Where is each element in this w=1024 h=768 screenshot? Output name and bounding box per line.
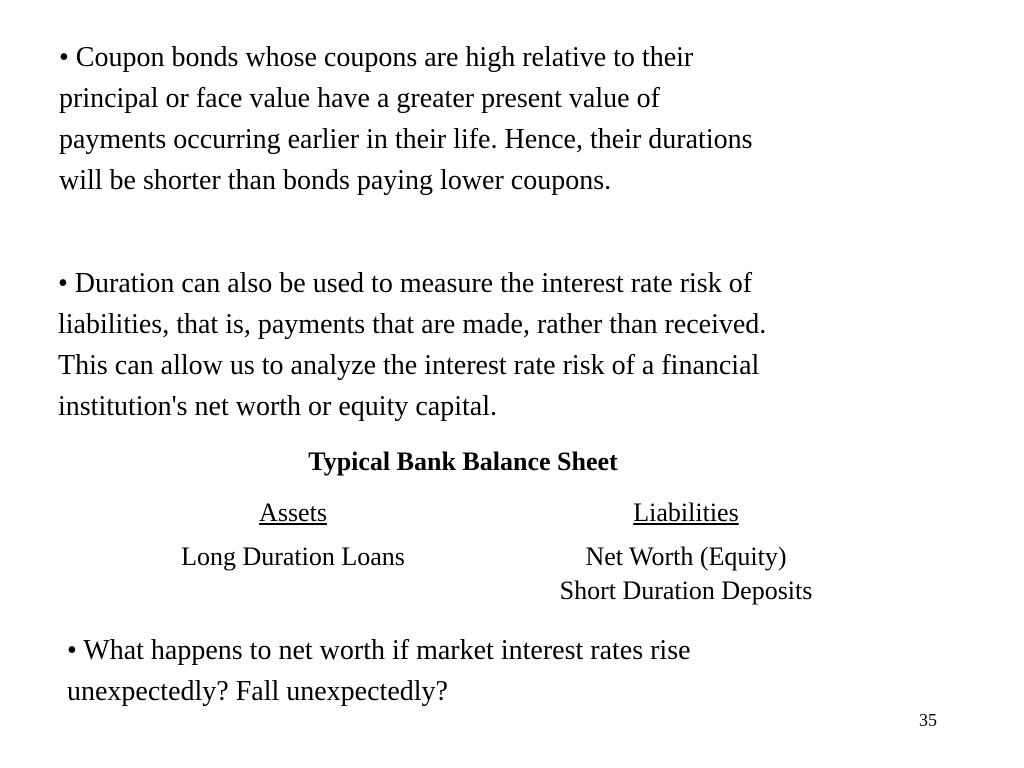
liabilities-item: Net Worth (Equity) (585, 542, 787, 571)
page-number: 35 (919, 710, 937, 730)
assets-column (120, 495, 466, 575)
bullet-coupon-bonds (59, 37, 753, 201)
bullet-line: • Duration can also be used to measure the interest rate risk of (58, 268, 753, 299)
bullet-line: will be shorter than bonds paying lower coupons. (59, 165, 612, 196)
bullet-line: institution's net worth or equity capital. (58, 391, 497, 422)
liabilities-column (500, 495, 872, 609)
bullet-line: principal or face value have a greater present value of (59, 83, 660, 114)
liabilities-item: Short Duration Deposits (559, 576, 813, 605)
bullet-line: liabilities, that is, payments that are made, rather than received. (58, 309, 767, 340)
liabilities-heading: Liabilities (633, 498, 739, 527)
bullet-line: • What happens to net worth if market interest rates rise (67, 635, 691, 666)
balance-sheet-title: Typical Bank Balance Sheet (308, 447, 618, 476)
bullet-net-worth-question (67, 630, 691, 712)
bullet-line: This can allow us to analyze the interest rate risk of a financial (58, 350, 760, 381)
assets-item: Long Duration Loans (181, 542, 405, 571)
bullet-line: • Coupon bonds whose coupons are high relative to their (59, 42, 694, 73)
bullet-line: unexpectedly? Fall unexpectedly? (67, 676, 448, 707)
bullet-duration-liabilities (58, 263, 766, 427)
assets-heading: Assets (259, 498, 327, 527)
bullet-line: payments occurring earlier in their life. Hence, their durations (59, 124, 753, 155)
